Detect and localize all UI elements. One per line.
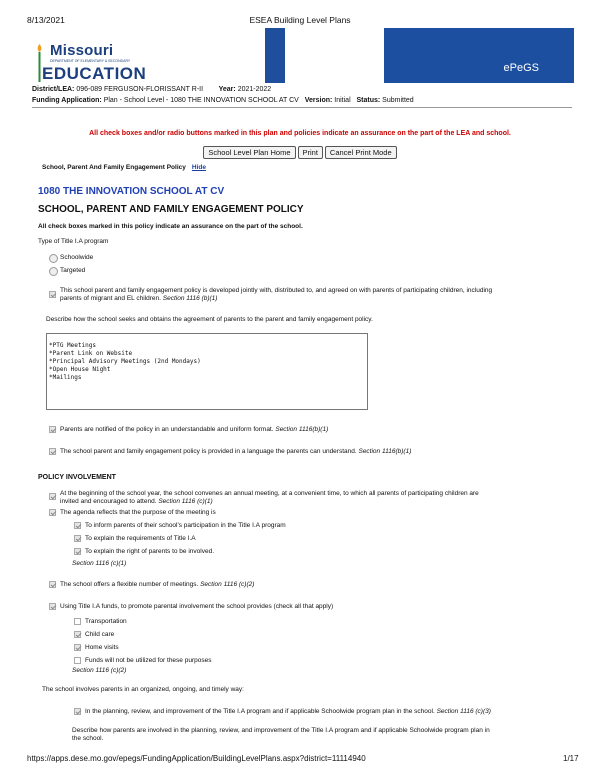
radio-schoolwide[interactable]: [49, 254, 58, 263]
agenda-rights-text: To explain the right of parents to be involved.: [85, 548, 214, 555]
agenda-text: The agenda reflects that the purpose of the meeting is: [60, 509, 216, 516]
dese-logo: [36, 42, 206, 84]
divider: [32, 107, 572, 108]
annual-meeting-text: At the beginning of the school year, the school convenes an annual meeting, at a convenient time, to which all parents of participating children are invited and encouraged to attend. Section 1116 (c)(1): [60, 490, 479, 505]
cancel-print-button[interactable]: Cancel Print Mode: [325, 146, 397, 159]
banner-divider: [265, 28, 285, 83]
print-button[interactable]: Print: [298, 146, 323, 159]
app-name: ePeGS: [503, 62, 539, 74]
radio-label-schoolwide: Schoolwide: [60, 254, 94, 261]
agenda-requirements-text: To explain the requirements of Title I.A: [85, 535, 196, 542]
radio-label-targeted: Targeted: [60, 267, 86, 274]
policy-title: SCHOOL, PARENT AND FAMILY ENGAGEMENT POLICY: [38, 204, 304, 215]
print-page-number: 1/17: [563, 754, 579, 763]
funds-text: Using Title I.A funds, to promote parental involvement the school provides (check all that apply): [60, 603, 334, 610]
funds-ref: Section 1116 (c)(2): [72, 667, 127, 674]
agenda-inform-text: To inform parents of their school's participation in the Title I.A program: [85, 522, 286, 529]
print-footer-url: https://apps.dese.mo.gov/epegs/FundingApplication/BuildingLevelPlans.aspx?district=11114940: [27, 754, 366, 763]
checkbox-funds-not-used[interactable]: [74, 657, 81, 664]
logo-education-text: EDUCATION: [42, 64, 147, 83]
notified-text: Parents are notified of the policy in an understandable and uniform format. Section 1116(b)(1): [60, 426, 329, 433]
policy-involvement-heading: POLICY INVOLVEMENT: [38, 474, 116, 481]
logo-missouri-text: Missouri: [50, 42, 114, 59]
logo-dept-text: DEPARTMENT OF ELEMENTARY & SECONDARY: [50, 59, 131, 63]
checkbox-funds[interactable]: [49, 603, 56, 610]
transportation-text: Transportation: [85, 618, 127, 625]
jointly-text: This school parent and family engagement policy is developed jointly with, distributed to, and agreed on with parents of participating children, including parents of migrant and EL children. Section 1116 (b)(1): [60, 287, 493, 302]
funds-not-used-text: Funds will not be utilized for these purposes: [85, 657, 212, 664]
district-info: District/LEA: 096-089 FERGUSON-FLORISSANT R-II Year: 2021-2022: [32, 86, 272, 93]
checkbox-home-visits[interactable]: [74, 644, 81, 651]
checkbox-planning[interactable]: [74, 708, 81, 715]
agenda-ref: Section 1116 (c)(1): [72, 560, 127, 567]
checkbox-transportation[interactable]: [74, 618, 81, 625]
banner-right: [384, 28, 574, 83]
button-row: [0, 142, 600, 160]
checkbox-flexible[interactable]: [49, 581, 56, 588]
planning-text: In the planning, review, and improvement of the Title I.A program and if applicable Schoolwide program plan in the school. Section 1116 (c)(3): [85, 708, 491, 715]
home-visits-text: Home visits: [85, 644, 119, 651]
plan-home-button[interactable]: School Level Plan Home: [203, 146, 295, 159]
checkbox-agenda-inform[interactable]: [74, 522, 81, 529]
print-date: 8/13/2021: [27, 15, 65, 25]
print-title: ESEA Building Level Plans: [249, 15, 351, 25]
language-text: The school parent and family engagement policy is provided in a language the parents can understand. Section 1116(b)(1): [60, 448, 412, 455]
checkbox-agenda[interactable]: [49, 509, 56, 516]
checkbox-child-care[interactable]: [74, 631, 81, 638]
checkbox-annual-meeting[interactable]: [49, 493, 56, 500]
funding-info: Funding Application: Plan - School Level - 1080 THE INNOVATION SCHOOL AT CV Version: Initial Status: Submitted: [32, 97, 414, 104]
checkbox-language[interactable]: [49, 448, 56, 455]
agreement-textarea[interactable]: *PTG Meetings *Parent Link on Website *Principal Advisory Meetings (2nd Mondays) *Open House Night *Mailings: [46, 333, 368, 410]
child-care-text: Child care: [85, 631, 115, 638]
checkbox-agenda-rights[interactable]: [74, 548, 81, 555]
program-type-label: Type of Title I.A program: [38, 238, 109, 245]
flexible-text: The school offers a flexible number of meetings. Section 1116 (c)(2): [60, 581, 255, 588]
checkbox-agenda-requirements[interactable]: [74, 535, 81, 542]
section-crumb: School, Parent And Family Engagement Policy Hide: [42, 164, 206, 171]
radio-targeted[interactable]: [49, 267, 58, 276]
checkbox-notified[interactable]: [49, 426, 56, 433]
hide-link[interactable]: Hide: [191, 164, 206, 171]
describe-planning-label: Describe how parents are involved in the planning, review, and improvement of the Title I.A program and if applicable Schoolwide program plan in the school.: [72, 727, 490, 742]
school-title: 1080 THE INNOVATION SCHOOL AT CV: [38, 186, 225, 197]
checkbox-jointly[interactable]: [49, 291, 56, 298]
assurance-warning: All check boxes and/or radio buttons marked in this plan and policies indicate an assurance on the part of the LEA and school.: [89, 130, 511, 137]
organized-text: The school involves parents in an organized, ongoing, and timely way:: [42, 686, 244, 693]
describe-agreement-label: Describe how the school seeks and obtains the agreement of parents to the parent and family engagement policy.: [46, 316, 373, 323]
policy-note: All check boxes marked in this policy indicate an assurance on the part of the school.: [38, 223, 303, 230]
